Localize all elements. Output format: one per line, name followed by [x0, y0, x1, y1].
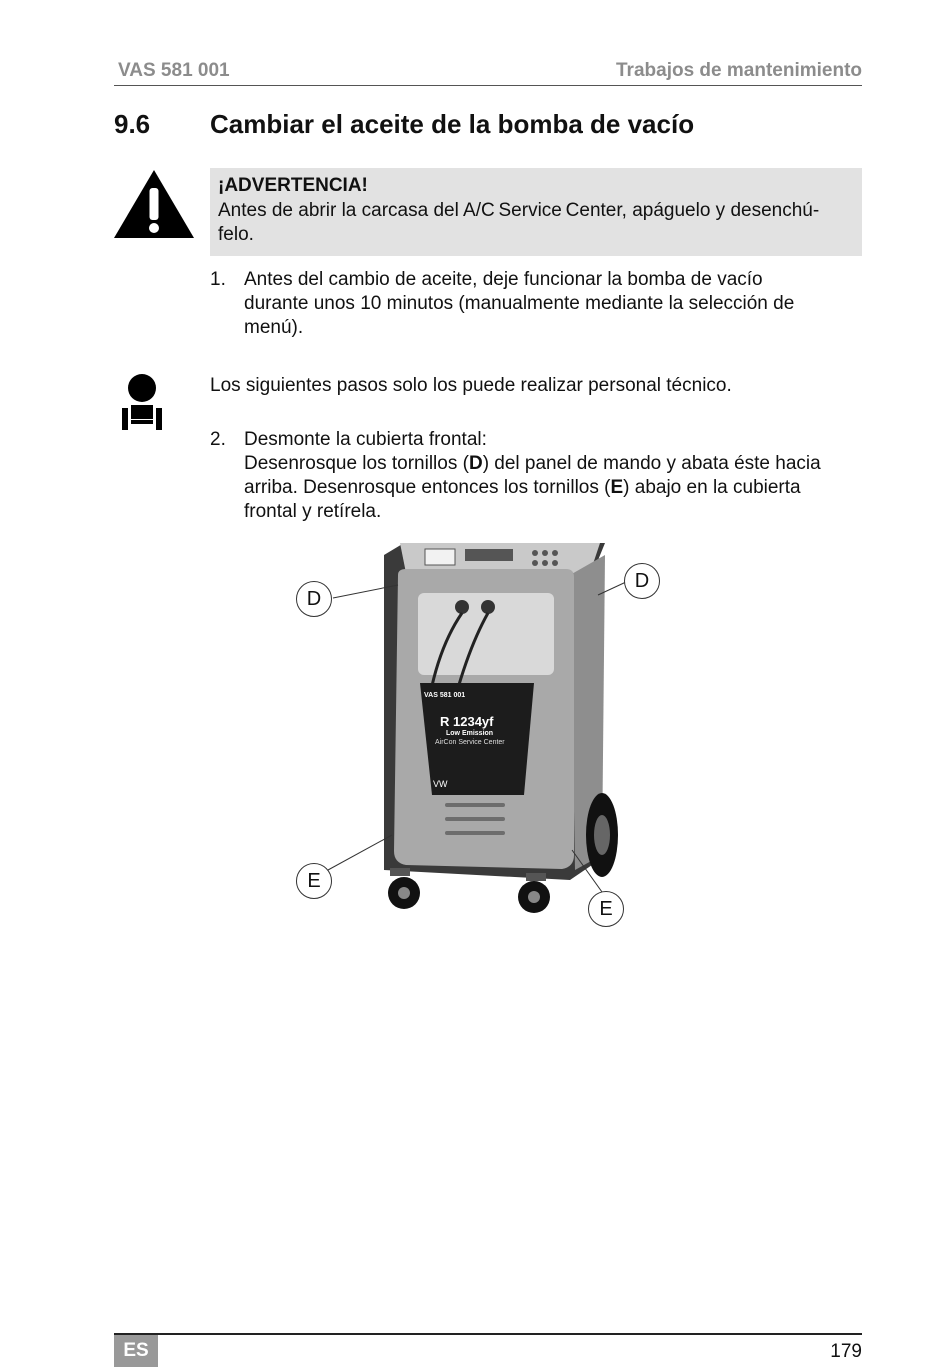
warning-text [218, 199, 858, 247]
technician-note: Los siguientes pasos solo los puede realizar personal técnico. [210, 375, 732, 396]
machine-brand: VW [433, 779, 448, 789]
page-number: 179 [830, 1341, 862, 1362]
warning-box [210, 168, 862, 256]
callout-ref-d: D [468, 453, 483, 474]
step-line: Antes del cambio de aceite, deje funcionar la bomba de vacío [244, 269, 763, 290]
language-tab: ES [114, 1335, 158, 1367]
machine-title: R 1234yf [440, 714, 494, 729]
warning-triangle-icon [112, 168, 196, 240]
step-line: menú). [244, 317, 304, 338]
section-number: 9.6 [114, 109, 151, 139]
step-line: Desenrosque los tornillos (D) del panel de mando y abata éste hacia [244, 453, 821, 474]
callout-e-left: E [296, 863, 332, 899]
step-text [244, 268, 794, 340]
callout-e-right: E [588, 891, 624, 927]
machine-illustration [280, 535, 670, 935]
callout-d-left: D [296, 581, 332, 617]
step-text [244, 428, 821, 524]
step-number: 1. [210, 269, 226, 290]
technician-icon [118, 372, 166, 436]
callout-ref-e: E [610, 477, 624, 498]
section-title: Cambiar el aceite de la bomba de vacío [210, 109, 695, 139]
warning-line: felo. [218, 224, 254, 245]
step-line: durante unos 10 minutos (manualmente mediante la selección de [244, 293, 795, 314]
running-header-doc-id: VAS 581 001 [118, 60, 230, 81]
machine-caption: AirCon Service Center [435, 739, 505, 746]
step-number: 2. [210, 429, 226, 450]
step-line: Desmonte la cubierta frontal: [244, 429, 487, 450]
machine-figure [280, 535, 670, 935]
header-rule [114, 85, 862, 86]
step-line: frontal y retírela. [244, 501, 382, 522]
machine-subtitle: Low Emission [446, 730, 494, 737]
callout-d-right: D [624, 563, 660, 599]
running-header-chapter: Trabajos de mantenimiento [616, 60, 862, 81]
warning-title: ¡ADVERTENCIA! [218, 175, 368, 196]
footer-rule [114, 1333, 862, 1335]
step-line: arriba. Desenrosque entonces los tornillos (E) abajo en la cubierta [244, 477, 801, 498]
warning-line: Antes de abrir la carcasa del A/C Service Center, apáguelo y desenchú- [218, 200, 820, 221]
machine-label: VAS 581 001 [424, 692, 466, 699]
